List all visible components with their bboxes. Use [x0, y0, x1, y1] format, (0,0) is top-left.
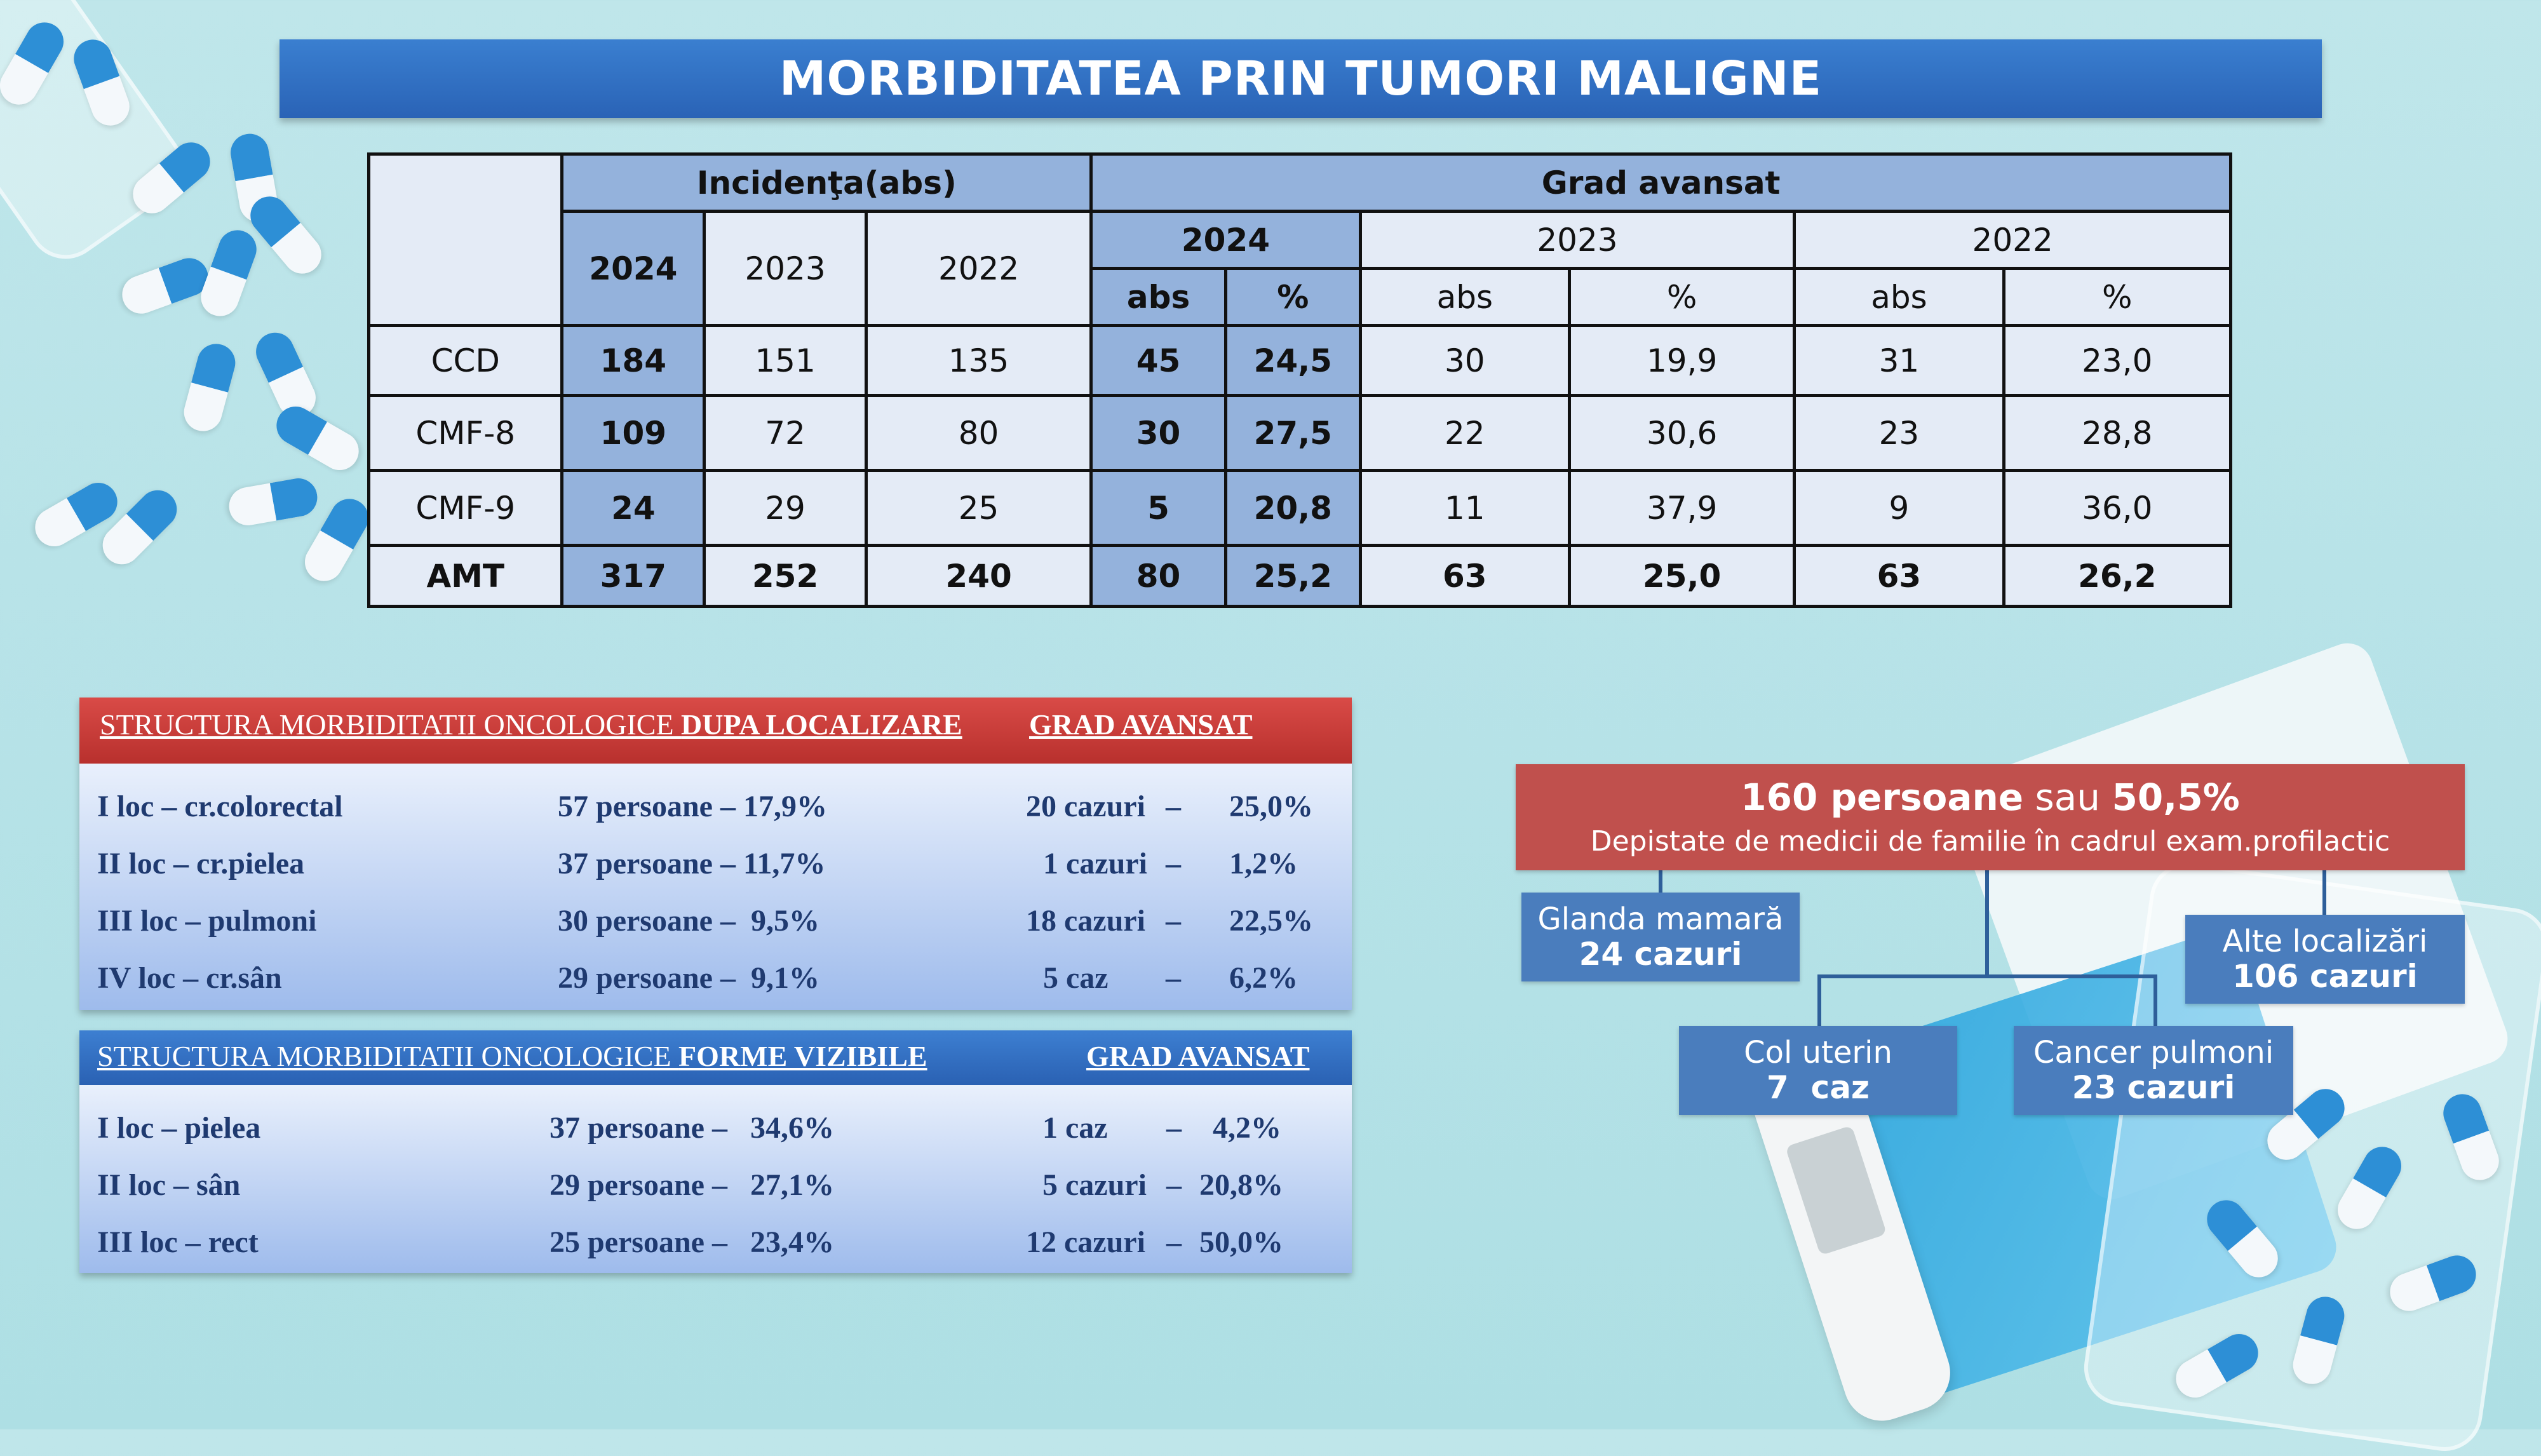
list-item — [79, 1225, 1352, 1263]
table-corner-cell — [369, 154, 562, 326]
dash: – — [1166, 1168, 1182, 1202]
visible-forms-body — [79, 1085, 1352, 1273]
localization-header-bold: DUPA LOCALIZARE — [681, 708, 962, 741]
cell: 63 — [1795, 546, 2004, 607]
cell: 25 — [866, 471, 1091, 546]
cell: 184 — [562, 326, 704, 396]
cell: 31 — [1795, 326, 2004, 396]
connector-line — [1985, 870, 1989, 978]
cases-value: 1 cazuri — [1043, 847, 1147, 880]
advanced-pct: 50,0% — [1199, 1225, 1283, 1259]
box-name: Cancer pulmoni — [2033, 1035, 2274, 1070]
header-inc-2022: 2022 — [866, 212, 1091, 326]
list-item — [79, 846, 1352, 884]
rank-label: I loc – pielea — [97, 1111, 261, 1145]
cell: 19,9 — [1569, 326, 1794, 396]
rank-label: II loc – cr.pielea — [97, 847, 305, 880]
rank-label: III loc – pulmoni — [97, 904, 317, 938]
cell: 30 — [1360, 326, 1569, 396]
persons-value: 57 persoane – 17,9% — [558, 790, 827, 823]
cell: 24 — [562, 471, 704, 546]
page-title: MORBIDITATEA PRIN TUMORI MALIGNE — [280, 39, 2322, 118]
box-col-uterin — [1679, 1026, 1957, 1115]
headline-connector: sau — [2023, 776, 2112, 819]
cell: 135 — [866, 326, 1091, 396]
visible-forms-panel — [79, 1030, 1352, 1273]
localization-body — [79, 764, 1352, 1010]
persons-value: 29 persoane – 9,1% — [558, 961, 819, 995]
cell: 29 — [704, 471, 866, 546]
headline-subtitle: Depistate de medicii de familie în cadrul exam.profilactic — [1590, 825, 2390, 858]
incidence-table — [367, 152, 2232, 608]
advanced-pct: 6,2% — [1229, 961, 1298, 995]
dash: – — [1166, 847, 1181, 880]
box-name: Col uterin — [1744, 1035, 1892, 1070]
persons-value: 29 persoane – 27,1% — [549, 1168, 834, 1202]
cases-value: 5 caz — [1043, 961, 1109, 995]
row-label: CMF-8 — [369, 396, 562, 471]
cell: 109 — [562, 396, 704, 471]
persons-value: 37 persoane – 34,6% — [549, 1111, 834, 1145]
cell: 25,2 — [1225, 546, 1360, 607]
dash: – — [1166, 961, 1181, 995]
row-label: AMT — [369, 546, 562, 607]
row-label: CCD — [369, 326, 562, 396]
rank-label: IV loc – cr.sân — [97, 961, 282, 995]
sub-abs: abs — [1795, 269, 2004, 326]
row-label: CMF-9 — [369, 471, 562, 546]
cell: 27,5 — [1225, 396, 1360, 471]
sub-pct: % — [2004, 269, 2230, 326]
advanced-pct: 20,8% — [1199, 1168, 1283, 1202]
sub-pct: % — [1569, 269, 1794, 326]
cell: 30,6 — [1569, 396, 1794, 471]
list-item — [79, 903, 1352, 941]
table-row — [369, 471, 2231, 546]
visible-forms-header-prefix: STRUCTURA MORBIDITATII ONCOLOGICE — [97, 1040, 679, 1072]
cell: 22 — [1360, 396, 1569, 471]
dash: – — [1166, 1225, 1182, 1259]
box-count: 106 cazuri — [2232, 958, 2418, 995]
connector-line — [2153, 974, 2157, 1028]
localization-panel — [79, 698, 1352, 1010]
cell: 26,2 — [2004, 546, 2230, 607]
advanced-pct: 1,2% — [1229, 847, 1298, 880]
sub-abs: abs — [1360, 269, 1569, 326]
cell: 9 — [1795, 471, 2004, 546]
box-count: 24 cazuri — [1579, 936, 1742, 973]
screening-headline-box — [1516, 764, 2465, 870]
cases-value: 1 caz — [1042, 1111, 1108, 1145]
cell: 151 — [704, 326, 866, 396]
localization-header-prefix: STRUCTURA MORBIDITATII ONCOLOGICE — [100, 708, 682, 741]
cell: 80 — [866, 396, 1091, 471]
box-name: Alte localizări — [2222, 924, 2428, 959]
table-row — [369, 326, 2231, 396]
header-incidence: Incidenţa(abs) — [562, 154, 1091, 212]
table-row-total — [369, 546, 2231, 607]
dash: – — [1166, 904, 1181, 938]
cases-value: 12 cazuri — [1026, 1225, 1145, 1259]
visible-forms-header-right: GRAD AVANSAT — [1086, 1040, 1310, 1072]
cell: 11 — [1360, 471, 1569, 546]
cell: 23 — [1795, 396, 2004, 471]
cases-value: 5 cazuri — [1042, 1168, 1147, 1202]
cell: 80 — [1091, 546, 1226, 607]
box-name: Glanda mamară — [1537, 901, 1784, 937]
cell: 5 — [1091, 471, 1226, 546]
persons-value: 25 persoane – 23,4% — [549, 1225, 834, 1259]
cell: 317 — [562, 546, 704, 607]
cell: 63 — [1360, 546, 1569, 607]
advanced-pct: 22,5% — [1229, 904, 1313, 938]
rank-label: III loc – rect — [97, 1225, 259, 1259]
cell: 240 — [866, 546, 1091, 607]
localization-header-right: GRAD AVANSAT — [1029, 708, 1253, 741]
box-alte-localizari — [2185, 915, 2465, 1004]
connector-line — [1817, 974, 2157, 978]
box-glanda-mamara — [1521, 893, 1800, 981]
cell: 25,0 — [1569, 546, 1794, 607]
cell: 37,9 — [1569, 471, 1794, 546]
header-inc-2024: 2024 — [562, 212, 704, 326]
sub-pct: % — [1225, 269, 1360, 326]
list-item — [79, 961, 1352, 999]
list-item — [79, 1168, 1352, 1206]
cell: 72 — [704, 396, 866, 471]
cell: 20,8 — [1225, 471, 1360, 546]
header-advanced: Grad avansat — [1091, 154, 2231, 212]
dash: – — [1166, 1111, 1182, 1145]
list-item — [79, 1110, 1352, 1149]
headline-percent: 50,5% — [2112, 776, 2240, 819]
sub-abs: abs — [1091, 269, 1226, 326]
advanced-pct: 4,2% — [1213, 1111, 1281, 1145]
header-adv-2023: 2023 — [1360, 212, 1795, 269]
header-adv-2022: 2022 — [1795, 212, 2231, 269]
rank-label: I loc – cr.colorectal — [97, 790, 343, 823]
persons-value: 30 persoane – 9,5% — [558, 904, 819, 938]
box-count: 23 cazuri — [2072, 1069, 2235, 1106]
cases-value: 20 cazuri — [1026, 790, 1145, 823]
visible-forms-header — [79, 1030, 1352, 1085]
cell: 36,0 — [2004, 471, 2230, 546]
localization-header — [79, 698, 1352, 764]
box-cancer-pulmoni — [2014, 1026, 2293, 1115]
header-inc-2023: 2023 — [704, 212, 866, 326]
cases-value: 18 cazuri — [1026, 904, 1145, 938]
cell: 24,5 — [1225, 326, 1360, 396]
cell: 30 — [1091, 396, 1226, 471]
persons-value: 37 persoane – 11,7% — [558, 847, 826, 880]
connector-line — [2322, 870, 2326, 915]
header-adv-2024: 2024 — [1091, 212, 1360, 269]
cell: 23,0 — [2004, 326, 2230, 396]
box-count: 7 caz — [1766, 1069, 1870, 1106]
connector-line — [1659, 870, 1662, 896]
headline-persons: 160 persoane — [1741, 776, 2024, 819]
list-item — [79, 789, 1352, 827]
rank-label: II loc – sân — [97, 1168, 241, 1202]
cell: 28,8 — [2004, 396, 2230, 471]
connector-line — [1817, 974, 1821, 1028]
cell: 45 — [1091, 326, 1226, 396]
dash: – — [1166, 790, 1181, 823]
visible-forms-header-bold: FORME VIZIBILE — [678, 1040, 927, 1072]
advanced-pct: 25,0% — [1229, 790, 1313, 823]
table-row — [369, 396, 2231, 471]
cell: 252 — [704, 546, 866, 607]
